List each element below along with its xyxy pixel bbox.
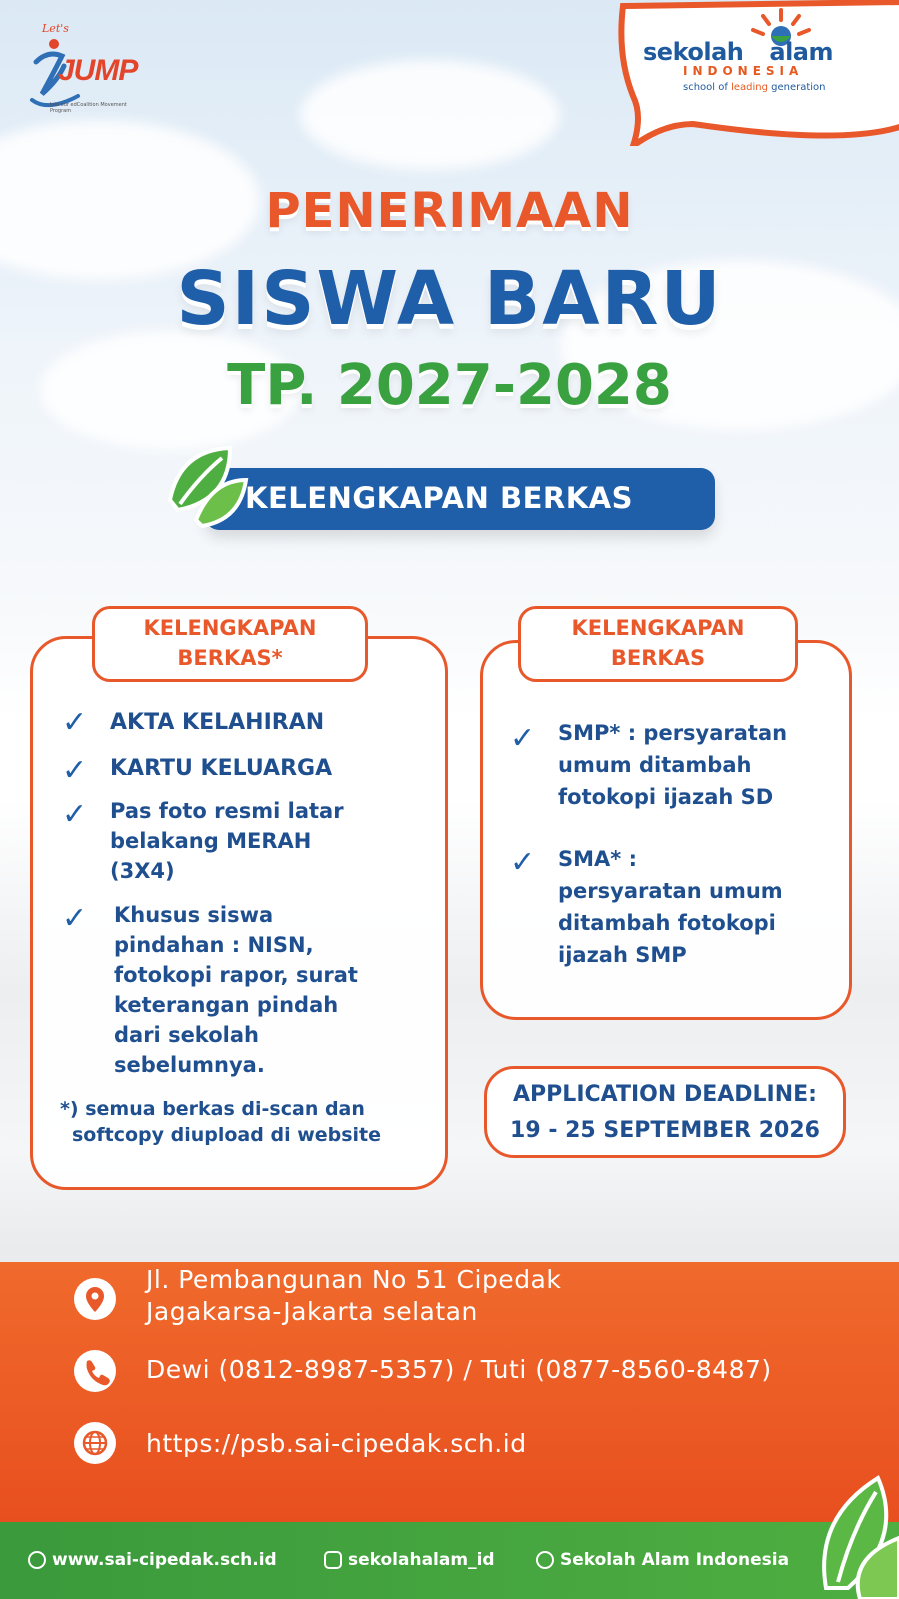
list-item: SMA* : — [558, 847, 637, 871]
list-item: Khusus siswa — [114, 903, 274, 927]
corner-leaf-icon — [808, 1458, 899, 1599]
address-line-1: Jl. Pembangunan No 51 Cipedak — [146, 1265, 562, 1294]
list-item: fotokopi rapor, surat — [114, 963, 358, 987]
check-icon: ✓ — [510, 845, 536, 880]
jump-tagline: Join our edCoalition Movement Program — [50, 102, 127, 114]
phone-icon — [74, 1350, 116, 1392]
check-icon: ✓ — [62, 797, 88, 832]
globe-icon — [28, 1551, 46, 1569]
footer-website[interactable]: www.sai-cipedak.sch.id — [28, 1548, 277, 1572]
title-line-2: SISWA BARU — [176, 256, 723, 342]
deadline-dates: 19 - 25 SEPTEMBER 2026 — [510, 1118, 820, 1143]
sai-badge — [603, 0, 899, 146]
list-item: keterangan pindah — [114, 993, 339, 1017]
list-item: ijazah SMP — [558, 943, 687, 967]
instagram-icon — [324, 1551, 342, 1569]
sai-country: INDONESIA — [683, 64, 804, 78]
footer-facebook[interactable]: Sekolah Alam Indonesia — [536, 1548, 789, 1572]
list-item: KARTU KELUARGA — [110, 756, 333, 781]
jump-logo — [28, 22, 148, 112]
left-card-heading — [92, 606, 368, 682]
list-item: ditambah fotokopi — [558, 911, 776, 935]
right-heading-line-1: KELENGKAPAN — [571, 616, 745, 640]
left-heading-line-1: KELENGKAPAN — [143, 616, 317, 640]
left-heading-line-2: BERKAS* — [177, 646, 283, 670]
list-item: belakang MERAH — [110, 829, 312, 853]
list-item: fotokopi ijazah SD — [558, 785, 774, 809]
banner-label: KELENGKAPAN BERKAS — [245, 481, 634, 515]
check-icon: ✓ — [62, 705, 88, 740]
list-item: persyaratan umum — [558, 879, 783, 903]
left-card-note-2: softcopy diupload di website — [72, 1124, 382, 1146]
leaf-icon — [160, 440, 250, 535]
title-line-3: TP. 2027-2028 — [227, 353, 672, 418]
banner-pill — [205, 468, 715, 530]
title-line-1: PENERIMAAN — [265, 183, 634, 239]
list-item: SMP* : persyaratan — [558, 721, 788, 745]
jump-word: JUMP — [58, 54, 138, 87]
url-text[interactable]: https://psb.sai-cipedak.sch.id — [146, 1429, 527, 1458]
check-icon: ✓ — [62, 901, 88, 936]
deadline-label: APPLICATION DEADLINE: — [513, 1082, 817, 1107]
phone-text: Dewi (0812-8987-5357) / Tuti (0877-8560-8487) — [146, 1355, 772, 1384]
right-card-heading — [518, 606, 798, 682]
list-item: AKTA KELAHIRAN — [110, 710, 325, 735]
list-item: sebelumnya. — [114, 1053, 265, 1077]
check-icon: ✓ — [510, 721, 536, 756]
address-line-2: Jagakarsa-Jakarta selatan — [146, 1297, 478, 1326]
facebook-icon — [536, 1551, 554, 1569]
left-card-note-1: *) semua berkas di-scan dan — [60, 1098, 365, 1120]
footer-instagram[interactable]: sekolahalam_id — [324, 1548, 495, 1572]
deadline-box — [484, 1066, 846, 1158]
check-icon: ✓ — [62, 753, 88, 788]
right-heading-line-2: BERKAS — [610, 646, 706, 670]
list-item: pindahan : NISN, — [114, 933, 314, 957]
list-item: (3X4) — [110, 859, 175, 883]
list-item: dari sekolah — [114, 1023, 259, 1047]
jump-lets: Let's — [42, 22, 69, 35]
globe-icon — [74, 1422, 116, 1464]
list-item: umum ditambah — [558, 753, 752, 777]
sai-name: sekolah alam — [643, 38, 833, 66]
location-icon — [74, 1278, 116, 1320]
list-item: Pas foto resmi latar — [110, 799, 344, 823]
sai-tagline: school of leading generation — [683, 82, 826, 93]
